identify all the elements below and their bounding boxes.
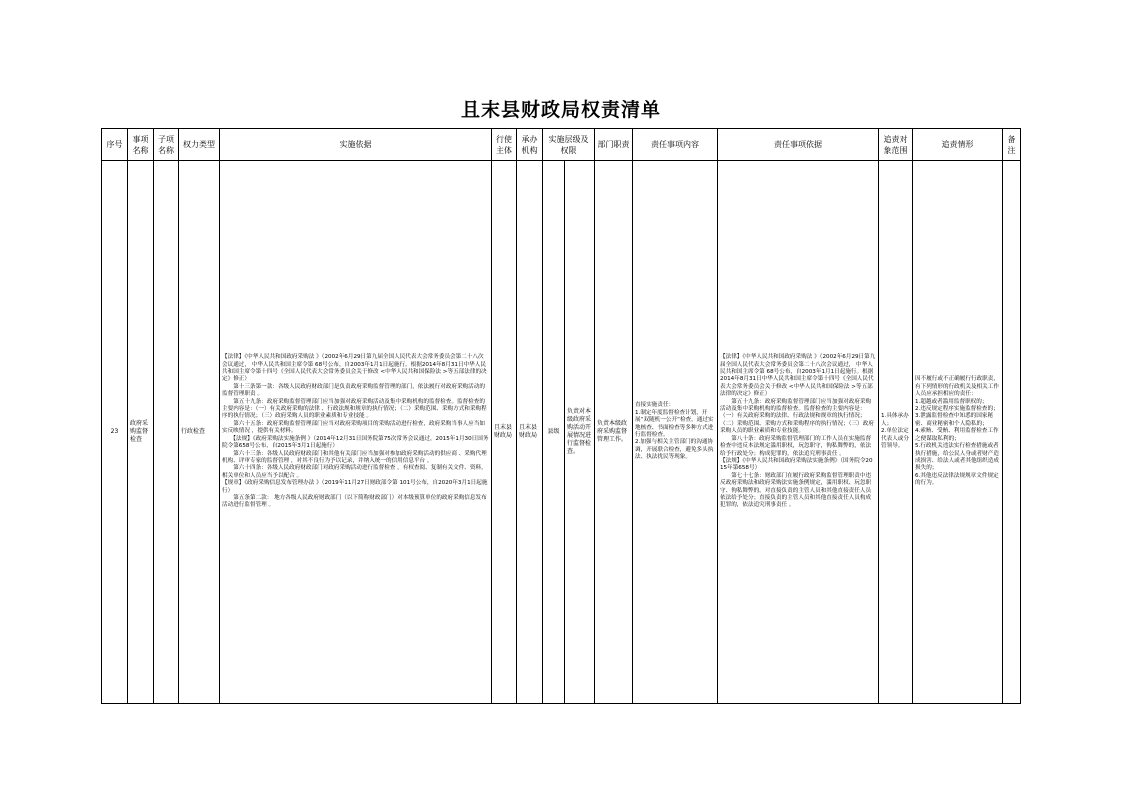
header-accountability-scope: 追责对象范围 — [879, 129, 913, 161]
cell-basis: 【法律】《中华人民共和国政府采购法 》（2002年6月29日第九届全国人民代表大会常务委员会第二十八次会议通过， 中华人民共和国主席令第 68号公布，自2003年1月1日起施行。根据2014年8月31日中华人民共和国主席令第十四号《全国人民代表大会常务委员会关于修改 <中华人民共和国保险法 >等五部法律的决定》修正） 第十三条第一款：各级人民政府财政部门是负责政府采购监督管理的部门，依法履行对政府采购活动的监督管理职责 。 第五十九条：政府采购监督管理部门应当加强对政府采购活动及集中采购机构的监督检查。监督检查的主要内容是：（一）有关政府采购的法律 、行政法规和规章的执行情况；（二）采购范围、采购方式和采购程序的执行情况；（三）政府采购人员的职业素质和专业技能 。 第六十五条：政府采购监督管理部门应当对政府采购项目的采购活动进行检查，政府采购当事人应当如实反映情况 ，提供有关材料。 【法规】《政府采购法实施条例 》（2014年12月31日国务院第75次常务会议通过，2015年1月30日国务院令第658号公布，自2015年3月1日起施行） 第六十三条：各级人民政府财政部门和其他有关部门应当加强对参加政府采购活动的供应商 、采购代理机构、评审专家的监督管理 ，对其不良行为予以记录，并纳入统一的信用信息平台 。 第六十四条：各级人民政府财政部门对政府采购活动进行监督检查 ，有权查阅、复制有关文件、资料，相关单位和人员应当予以配合 。 【规章】《政府采购信息发布管理办法 》（2019年11月27日财政部令第 101号公布，自2020年3月1日起施行） 第五条第二款： 地方各级人民政府财政部门（以下简称财政部门）对本级预算单位的政府采购信息发布活动进行监督管理 。 — [220, 161, 492, 704]
cell-dept-duty: 负责本级政府采购监督管理工作。 — [595, 161, 633, 704]
cell-resp-content: 直接实施责任： 1.制定年度监督检查计划，开展“双随机一公开”检查，通过实地核查、书面检查等多种方式进行监督检查。 2.加强与相关主管部门的沟通协调，开展联合检查，避免多头执法、执法扰民等现象。 — [633, 161, 718, 704]
header-dept-duty: 部门职责 — [595, 129, 633, 161]
header-seq: 序号 — [102, 129, 128, 161]
cell-item-name: 政府采购监督检查 — [128, 161, 154, 704]
header-resp-basis: 责任事项依据 — [718, 129, 879, 161]
cell-accountability-scope: 1.具体承办人； 2.单位法定代表人或分管领导。 — [879, 161, 913, 704]
cell-agency: 且末县财政局 — [517, 161, 543, 704]
cell-authority: 负责对本级政府采购活动开展情况进行监督检查。 — [565, 161, 595, 704]
header-power-type: 权力类型 — [179, 129, 220, 161]
header-agency: 承办机构 — [517, 129, 543, 161]
cell-sub-item — [154, 161, 179, 704]
header-accountability-cases: 追责情形 — [913, 129, 1003, 161]
header-level: 实施层级及权限 — [543, 129, 595, 161]
header-sub-item: 子项名称 — [154, 129, 179, 161]
header-subject: 行使主体 — [492, 129, 517, 161]
header-item-name: 事项名称 — [128, 129, 154, 161]
header-row — [102, 129, 1021, 161]
responsibility-table — [101, 128, 1021, 704]
cell-subject: 且末县财政局 — [492, 161, 517, 704]
table-row — [102, 161, 1021, 704]
page-title: 且末县财政局权责清单 — [460, 99, 661, 121]
header-remarks: 备注 — [1003, 129, 1021, 161]
cell-power-type: 行政检查 — [179, 161, 220, 704]
cell-accountability-cases: 因不履行或不正确履行行政职责，有下列情形的行政机关及相关工作人员应承担相应的责任： 1.超越或者滥用监督职权的； 2.违反规定程序实施监督检查的； 3.泄露监督检查中知悉的国家秘密、商业秘密和个人隐私的； 4.索贿、受贿、利用监督检查工作之便谋取私利的； 5.行政机关违法实行检查措施或者执行措施，给公民人身或者财产造成损害、给法人或者其他组织造成损失的； 6.其他违反法律法规规章文件规定的行为。 — [913, 161, 1003, 704]
cell-resp-basis: 【法律】《中华人民共和国政府采购法 》（2002年6月29日第九届全国人民代表大会常务委员会第二十八次会议通过， 中华人民共和国主席令第 68号公布，自2003年1月1日起施行。根据2014年8月31日中华人民共和国主席令第十四号《全国人民代表大会常务委员会关于修改 <中华人民共和国保险法 >等五部法律的决定》修正） 第五十九条：政府采购监督管理部门应当加强对政府采购活动及集中采购机构的监督检查。监督检查的主要内容是：（一）有关政府采购的法律、行政法规和规章的执行情况；（二）采购范围、采购方式和采购程序的执行情况；（三）政府采购人员的职业素质和专业技能。 第八十条：政府采购监督管理部门的工作人员在实施监督检查中违反本法规定滥用职权，玩忽职守，徇私舞弊的，依法给予行政处分；构成犯罪的，依法追究刑事责任 。 【法规】《中华人民共和国政府采购法实施条例》（国务院令2015年第658号） 第七十七条：财政部门在履行政府采购监督管理职责中违反政府采购法和政府采购法实施条例规定，滥用职权、玩忽职守、徇私舞弊的，对直接负责的主管人员和其他直接责任人员依法给予处分；直接负责的主管人员和其他直接责任人员构成犯罪的，依法追究刑事责任 。 — [718, 161, 879, 704]
header-resp-content: 责任事项内容 — [633, 129, 718, 161]
cell-remarks — [1003, 161, 1021, 704]
cell-seq: 23 — [102, 161, 128, 704]
header-basis: 实施依据 — [220, 129, 492, 161]
cell-level: 县级 — [543, 161, 565, 704]
